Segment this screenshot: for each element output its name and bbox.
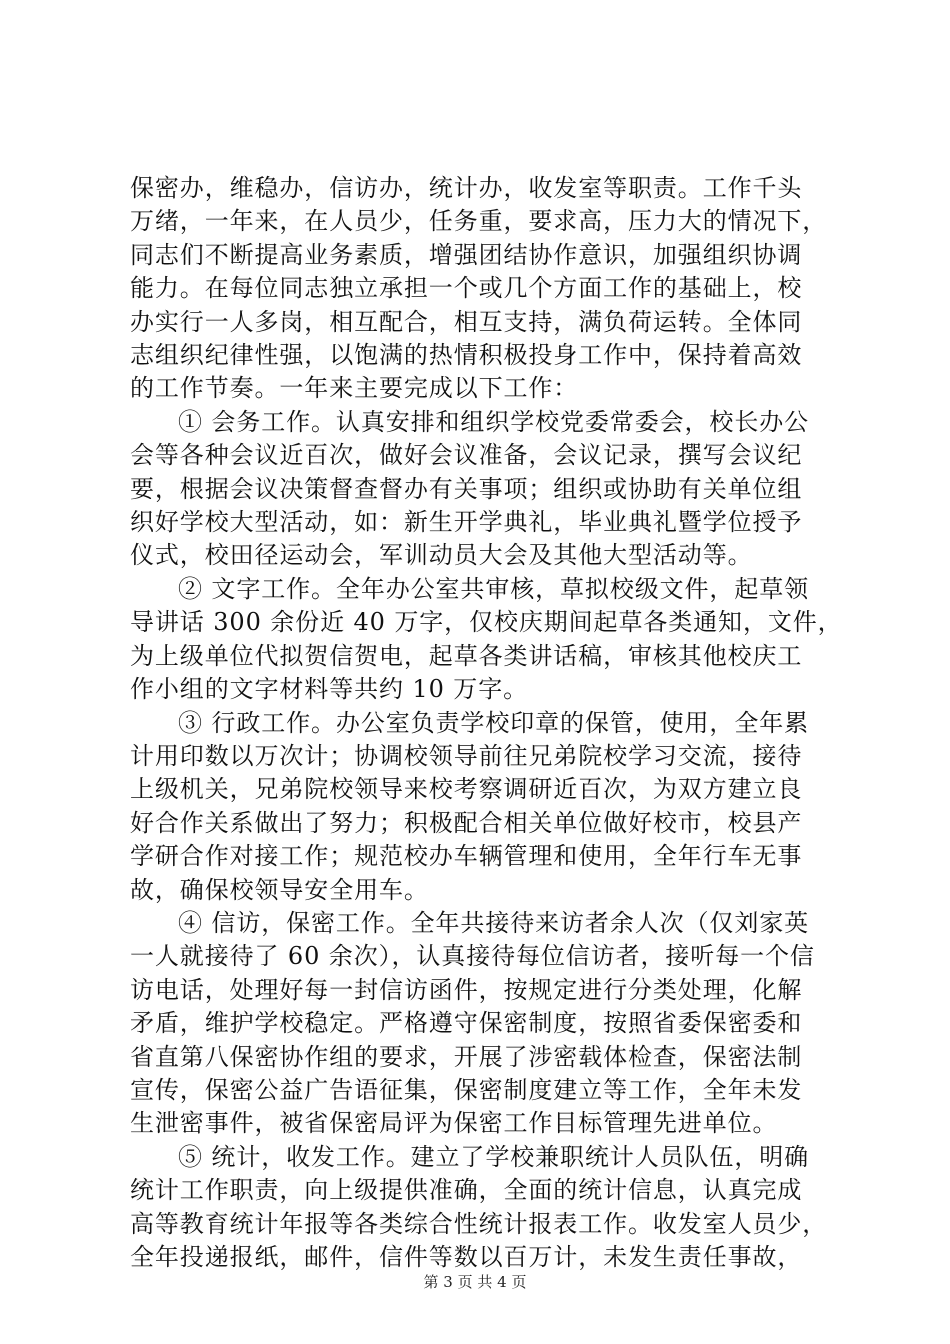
text-line: 仪式，校田径运动会，军训动员大会及其他大型活动等。 (130, 541, 753, 570)
text-line: 学研合作对接工作；规范校办车辆管理和使用，全年行车无事 (130, 842, 803, 871)
text-line: 矛盾，维护学校稳定。严格遵守保密制度，按照省委保密委和 (130, 1009, 803, 1038)
text-line: 作小组的文字材料等共约 10 万字。 (130, 675, 528, 704)
text-line: 万绪，一年来，在人员少，任务重，要求高，压力大的情况下， (130, 207, 828, 236)
text-line: 统计工作职责，向上级提供准确，全面的统计信息，认真完成 (130, 1176, 803, 1205)
text-line: 志组织纪律性强，以饱满的热情积极投身工作中，保持着高效 (130, 341, 803, 370)
text-line: 省直第八保密协作组的要求，开展了涉密载体检查，保密法制 (130, 1042, 803, 1071)
text-line: 导讲话 300 余份近 40 万字，仅校庆期间起草各类通知，文件， (130, 608, 843, 637)
text-line: 的工作节奏。一年来主要完成以下工作： (130, 374, 579, 403)
text-line: 好合作关系做出了努力；积极配合相关单位做好校市，校县产 (130, 808, 803, 837)
text-line: 会等各种会议近百次，做好会议准备，会议记录，撰写会议纪 (130, 441, 803, 470)
page-footer: 第 3 页 共 4 页 (423, 1273, 527, 1291)
document-body (130, 172, 844, 1274)
text-line: 办实行一人多岗，相互配合，相互支持，满负荷运转。全体同 (130, 307, 803, 336)
text-line: ⑤ 统计，收发工作。建立了学校兼职统计人员队伍，明确 (178, 1142, 810, 1171)
text-line: 宣传，保密公益广告语征集，保密制度建立等工作，全年未发 (130, 1075, 803, 1104)
text-line: 同志们不断提高业务素质，增强团结协作意识，加强组织协调 (130, 240, 803, 269)
text-line: 故，确保校领导安全用车。 (130, 875, 429, 904)
text-line: 高等教育统计年报等各类综合性统计报表工作。收发室人员少， (130, 1209, 828, 1238)
text-line: 计用印数以万次计；协调校领导前往兄弟院校学习交流，接待 (130, 741, 803, 770)
text-line: ③ 行政工作。办公室负责学校印章的保管，使用，全年累 (178, 708, 810, 737)
text-line: ② 文字工作。全年办公室共审核，草拟校级文件，起草领 (178, 574, 810, 603)
text-line: 全年投递报纸，邮件，信件等数以百万计，未发生责任事故， (130, 1243, 803, 1271)
text-line: 访电话，处理好每一封信访函件，按规定进行分类处理，化解 (130, 975, 803, 1004)
text-line: ④ 信访，保密工作。全年共接待来访者余人次（仅刘家英 (178, 908, 810, 937)
text-line: 保密办，维稳办，信访办，统计办，收发室等职责。工作千头 (130, 174, 803, 202)
text-line: 织好学校大型活动，如：新生开学典礼，毕业典礼暨学位授予 (130, 508, 803, 537)
text-line: ① 会务工作。认真安排和组织学校党委常委会，校长办公 (178, 407, 810, 436)
text-line: 一人就接待了 60 余次），认真接待每位信访者，接听每一个信 (130, 942, 815, 971)
text-line: 要，根据会议决策督查督办有关事项；组织或协助有关单位组 (130, 474, 803, 503)
text-line: 上级机关，兄弟院校领导来校考察调研近百次，为双方建立良 (130, 775, 803, 804)
text-line: 能力。在每位同志独立承担一个或几个方面工作的基础上，校 (130, 274, 803, 303)
text-line: 生泄密事件，被省保密局评为保密工作目标管理先进单位。 (130, 1109, 778, 1138)
text-line: 为上级单位代拟贺信贺电，起草各类讲话稿，审核其他校庆工 (130, 641, 803, 670)
